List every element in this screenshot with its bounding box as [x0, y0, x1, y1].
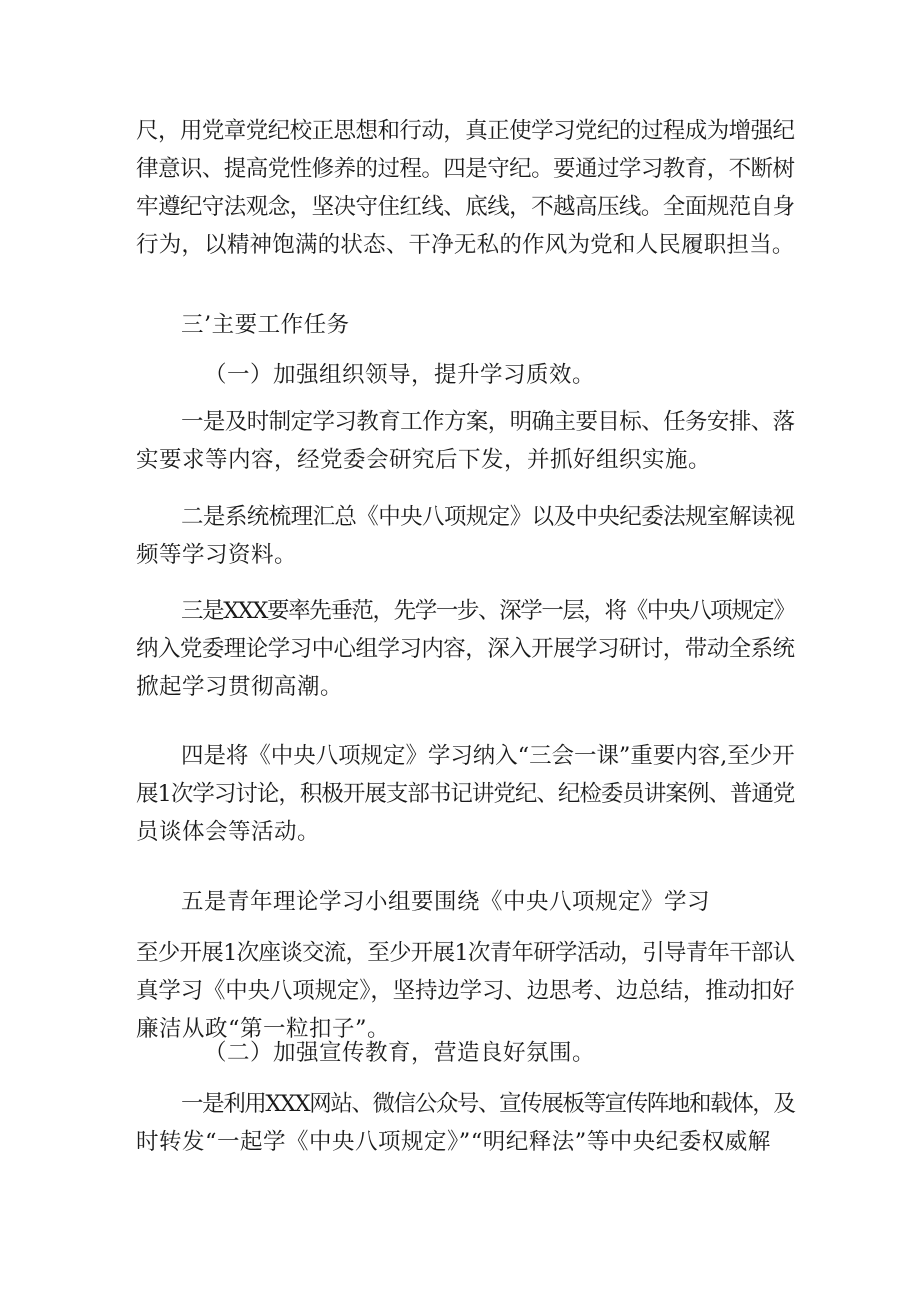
text-line: 廉洁从政“第一粒扣子”。 [136, 1016, 391, 1042]
text-line: 掀起学习贯彻高潮。 [136, 674, 344, 700]
heading-text: （二）加强宣传教育，营造良好氛围。 [204, 1040, 596, 1066]
text-line: 一是及时制定学习教育工作方案，明确主要目标、任务安排、落 [181, 409, 795, 435]
text-line: 纳入党委理论学习中心组学习内容，深入开展学习研讨，带动全系统 [136, 636, 795, 662]
paragraph-plan [136, 403, 796, 479]
text-line: 频等学习资料。 [136, 542, 298, 568]
text-line: 行为，以精神饱满的状态、干净无私的作风为党和人民履职担当。 [136, 232, 795, 258]
paragraph-materials [136, 498, 796, 574]
paragraph-discipline [136, 112, 796, 264]
text-line: 二是系统梳理汇总《中央八项规定》以及中央纪委法规室解读视 [181, 504, 795, 530]
paragraph-lead-example [136, 592, 796, 706]
subsection-heading-2 [136, 1034, 796, 1072]
subsection-heading-1 [136, 356, 796, 394]
text-line: 尺，用党章党纪校正思想和行动，真正使学习党纪的过程成为增强纪 [136, 118, 795, 144]
text-line: 真学习《中央八项规定》，坚持边学习、边思考、边总结，推动扣好 [136, 978, 795, 1004]
heading-text: 三’主要工作任务 [181, 312, 350, 338]
paragraph-youth-activities [136, 934, 796, 1048]
text-line: 牢遵纪守法观念，坚决守住红线、底线，不越高压线。全面规范自身 [136, 194, 795, 220]
text-line: 五是青年理论学习小组要围绕《中央八项规定》学习 [181, 889, 711, 915]
paragraph-three-meetings [136, 737, 796, 851]
text-line: 时转发“一起学《中央八项规定》”“明纪释法”等中央纪委权威解 [136, 1129, 771, 1155]
heading-text: （一）加强组织领导，提升学习质效。 [204, 362, 596, 388]
text-line: 至少开展1次座谈交流，至少开展1次青年研学活动，引导青年干部认 [136, 940, 795, 966]
text-line: 四是将《中央八项规定》学习纳入“三会一课”重要内容,至少开 [181, 743, 795, 769]
paragraph-publicity [136, 1085, 796, 1161]
text-line: 员谈体会等活动。 [136, 819, 321, 845]
text-line: 实要求等内容，经党委会研究后下发，并抓好组织实施。 [136, 447, 712, 473]
text-line: 一是利用XXX网站、微信公众号、宣传展板等宣传阵地和载体，及 [181, 1091, 795, 1117]
text-line: 展1次学习讨论，积极开展支部书记讲党纪、纪检委员讲案例、普通党 [136, 781, 795, 807]
section-heading [136, 306, 796, 344]
text-line: 律意识、提高党性修养的过程。四是守纪。要通过学习教育，不断树 [136, 156, 795, 182]
text-line: 三是XXX要率先垂范，先学一步、深学一层，将《中央八项规定》 [181, 598, 795, 624]
paragraph-youth-group [136, 883, 796, 921]
